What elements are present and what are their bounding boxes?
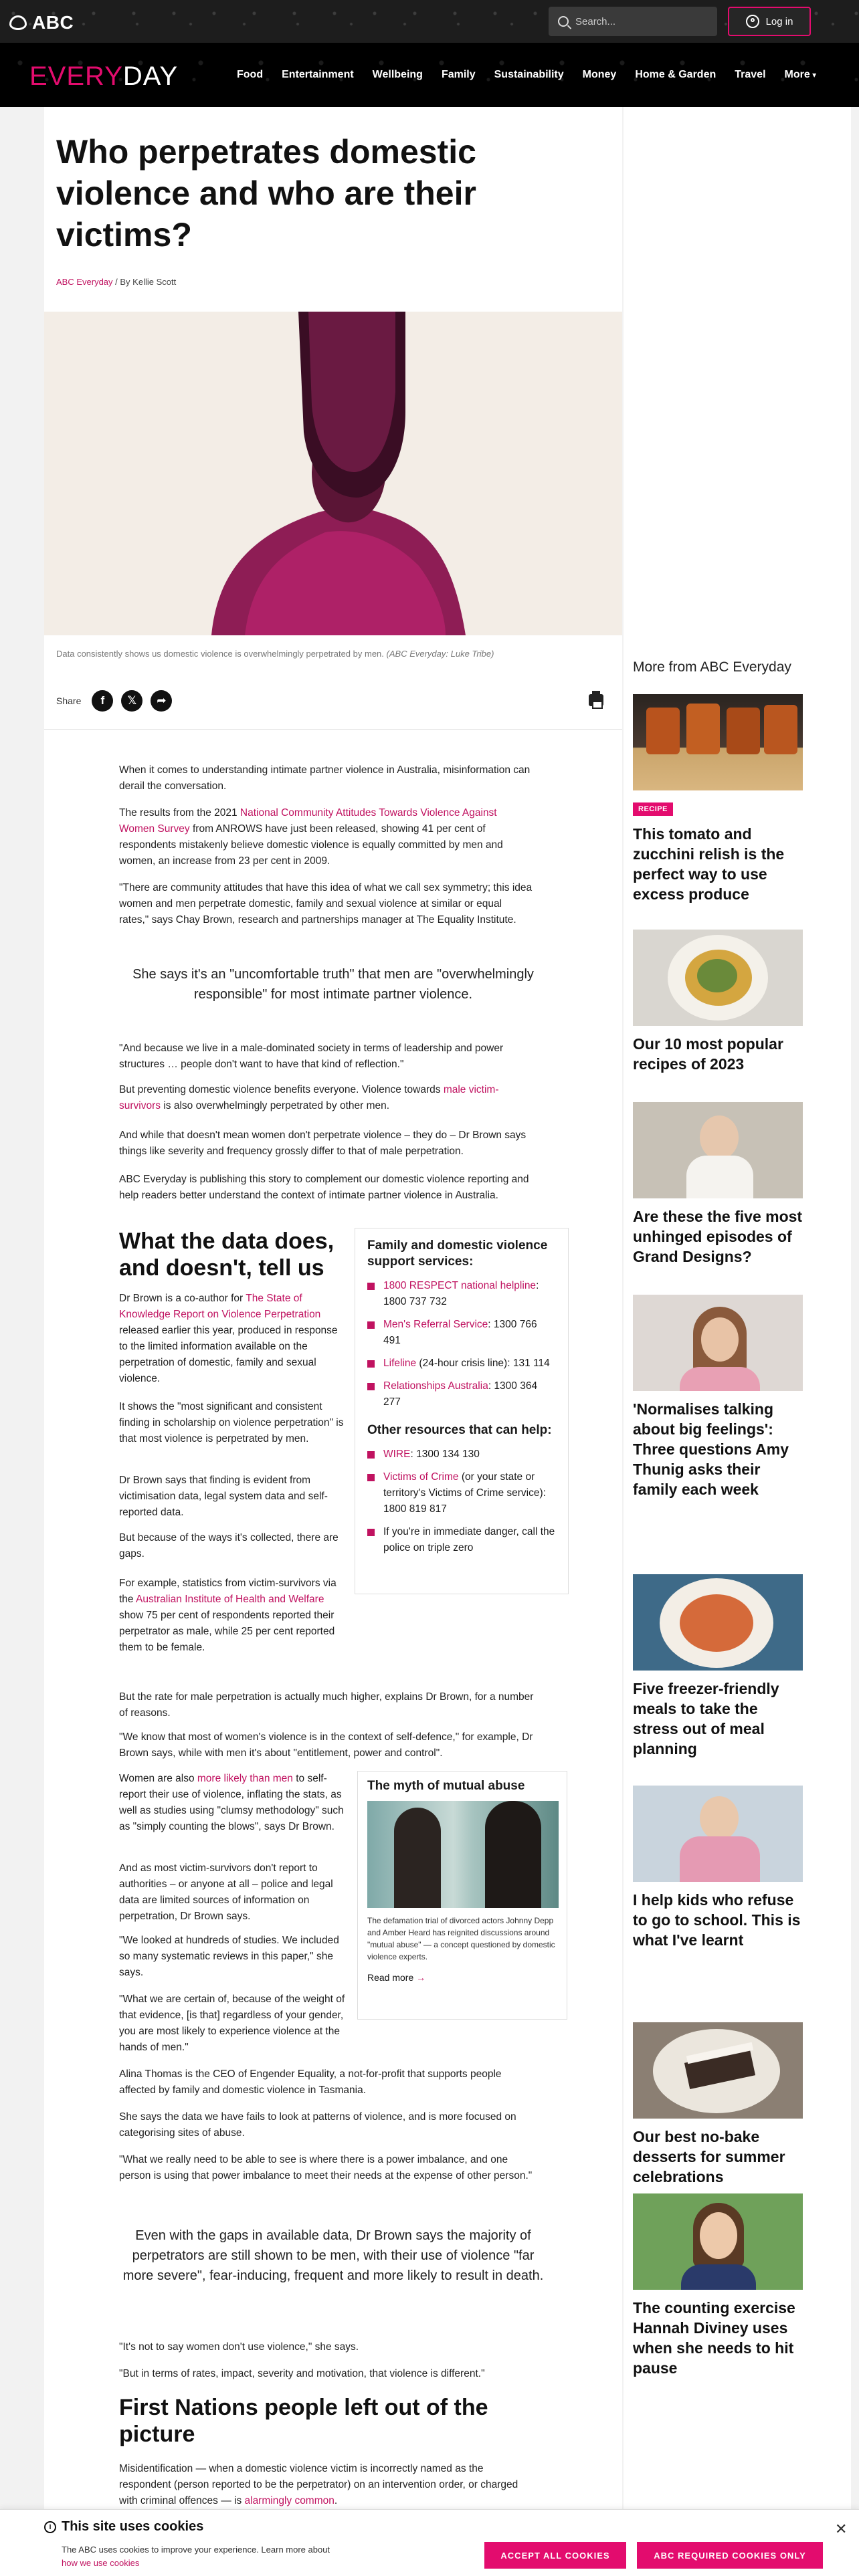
abc-logo-icon <box>9 15 27 30</box>
sidebar-card[interactable] <box>633 694 803 904</box>
card-image <box>633 1786 803 1882</box>
logo-part-day: DAY <box>122 62 179 91</box>
nav-entertainment[interactable]: Entertainment <box>282 69 354 80</box>
male-victim-survivors-link[interactable]: male victim-survivors <box>119 1084 499 1111</box>
related-story-image[interactable] <box>367 1801 559 1908</box>
byline-source-link[interactable]: ABC Everyday <box>56 277 113 287</box>
alarmingly-common-link[interactable]: alarmingly common <box>244 2495 335 2506</box>
support-item: If you're in immediate danger, call the police on triple zero <box>367 1524 556 1556</box>
mens-referral-link[interactable]: Men's Referral Service <box>383 1319 488 1330</box>
sidebar-card[interactable] <box>633 1786 803 1950</box>
hero-caption <box>56 649 591 659</box>
other-resources-title: Other resources that can help: <box>367 1423 552 1437</box>
share-arrow-icon[interactable]: ➦ <box>151 690 172 712</box>
more-likely-than-men-link[interactable]: more likely than men <box>197 1773 293 1784</box>
divider <box>44 729 622 730</box>
hero-illustration <box>44 312 622 635</box>
caption-text: Data consistently shows us domestic violence is overwhelmingly perpetrated by men. <box>56 649 384 659</box>
cookie-policy-link[interactable]: how we use cookies <box>62 2558 140 2568</box>
paragraph: "But in terms of rates, impact, severity and motivation, that violence is different." <box>119 2368 485 2379</box>
user-icon <box>746 15 759 28</box>
paragraph: Alina Thomas is the CEO of Engender Equality, a not-for-profit that supports people affected by family and domestic violence in Tasmania. <box>119 2068 502 2096</box>
card-title: This tomato and zucchini relish is the perfect way to use excess produce <box>633 825 785 903</box>
card-title: The counting exercise Hannah Diviney uses when she needs to hit pause <box>633 2299 795 2377</box>
abc-global-header <box>0 0 859 43</box>
nav-wellbeing[interactable]: Wellbeing <box>372 69 423 80</box>
paragraph: She says the data we have fails to look at patterns of violence, and is more focused on categorising sites of abuse. <box>119 2111 516 2139</box>
card-title: 'Normalises talking about big feelings': Three questions Amy Thunig asks their family each week <box>633 1400 789 1498</box>
paragraph: "And because we live in a male-dominated society in terms of leadership and power structures … people don't want to have that kind of reflection." <box>119 1043 504 1070</box>
paragraph: ABC Everyday is publishing this story to complement our domestic violence reporting and help readers better understand the context of intimate partner violence in Australia. <box>119 1174 529 1201</box>
search-icon <box>558 16 569 27</box>
login-label: Log in <box>765 15 793 27</box>
support-list <box>367 1278 556 1410</box>
lifeline-link[interactable]: Lifeline <box>383 1358 417 1369</box>
support-item: 1800 RESPECT national helpline: 1800 737 732 <box>367 1278 556 1310</box>
nav-food[interactable]: Food <box>237 69 264 80</box>
x-share-icon[interactable]: 𝕏 <box>121 690 142 712</box>
support-item: Men's Referral Service: 1300 766 491 <box>367 1317 556 1349</box>
caption-credit: (ABC Everyday: Luke Tribe) <box>386 649 494 659</box>
paragraph: Dr Brown says that finding is evident from victimisation data, legal system data and self-reported data. <box>119 1475 328 1518</box>
sidebar-card[interactable] <box>633 2022 803 2187</box>
card-image <box>633 930 803 1026</box>
search-input[interactable] <box>549 7 717 36</box>
paragraph: "We know that most of women's violence is in the context of self-defence," for example, Dr Brown says, while with men it's about "entitlement, power and control". <box>119 1731 533 1759</box>
card-image <box>633 1102 803 1198</box>
support-item: Relationships Australia: 1300 364 277 <box>367 1378 556 1410</box>
read-more-link[interactable]: Read more → <box>367 1972 425 1983</box>
paragraph: Misidentification — when a domestic violence victim is incorrectly named as the respondent (person reported to be the perpetrator) on an intervention order, or charged with criminal offences — is alarmingly common. <box>119 2463 518 2506</box>
support-services-box <box>355 1228 569 1594</box>
card-image <box>633 1295 803 1391</box>
everyday-logo[interactable] <box>29 62 178 92</box>
nav-more[interactable]: More ▾ <box>775 69 826 81</box>
state-of-knowledge-link[interactable]: The State of Knowledge Report on Violence Perpetration <box>119 1293 321 1320</box>
paragraph: When it comes to understanding intimate partner violence in Australia, misinformation can derail the conversation. <box>119 764 531 792</box>
abc-logo[interactable] <box>9 12 74 33</box>
sidebar-card[interactable] <box>633 930 803 1074</box>
related-story-title: The myth of mutual abuse <box>367 1779 525 1793</box>
byline-author: / By Kellie Scott <box>112 277 177 287</box>
sidebar-card[interactable] <box>633 1102 803 1267</box>
sidebar-card[interactable] <box>633 1574 803 1759</box>
card-title: Our best no-bake desserts for summer celebrations <box>633 2128 785 2185</box>
paragraph: "We looked at hundreds of studies. We included so many systematic reviews in this paper," she says. <box>119 1935 339 1978</box>
support-item: Lifeline (24-hour crisis line): 131 114 <box>367 1356 556 1372</box>
everyday-nav-bar <box>0 43 859 107</box>
section-heading: What the data does, and doesn't, tell us <box>119 1228 335 1281</box>
paragraph: "There are community attitudes that have this idea of what we call sex symmetry; this idea women and men perpetrate domestic, family and sexual violence at similar or equal rates," says Chay Brown, research and partnerships manager at The Equality Institute. <box>119 882 533 926</box>
share-label: Share <box>56 695 82 706</box>
victims-of-crime-link[interactable]: Victims of Crime <box>383 1471 459 1483</box>
sidebar-card[interactable] <box>633 1295 803 1499</box>
required-cookies-only-button[interactable]: ABC REQUIRED COOKIES ONLY <box>637 2542 823 2569</box>
facebook-share-icon[interactable]: f <box>92 690 113 712</box>
support-box-title: Family and domestic violence support services: <box>367 1239 548 1269</box>
paragraph: Women are also more likely than men to self-report their use of violence, inflating the stats, as well as studies using "clumsy methodology" such as "simply counting the blows", says Dr Brown. <box>119 1773 344 1832</box>
paragraph: But preventing domestic violence benefits everyone. Violence towards male victim-survivors is also overwhelmingly perpetrated by other men. <box>119 1084 499 1111</box>
paragraph: It shows the "most significant and consistent finding in scholarship on violence perpetration" is that most violence is perpetrated by men. <box>119 1401 344 1444</box>
abc-logo-text: ABC <box>32 12 74 33</box>
paragraph: And as most victim-survivors don't report to authorities – or anyone at all – police and legal data are limited sources of information on perpetration, Dr Brown says. <box>119 1862 333 1922</box>
section-heading: First Nations people left out of the picture <box>119 2395 488 2447</box>
paragraph: And while that doesn't mean women don't perpetrate violence – they do – Dr Brown says things like severity and frequency grossly differ to that of male perpetration. <box>119 1130 527 1157</box>
other-resources-list <box>367 1446 556 1556</box>
related-story-caption: The defamation trial of divorced actors Johnny Depp and Amber Heard has reignited discussions around "mutual abuse" — a concept questioned by domestic violence experts. <box>367 1916 555 1961</box>
info-icon: i <box>44 2521 56 2533</box>
cookie-title: This site uses cookies <box>62 2519 204 2534</box>
nav-travel[interactable]: Travel <box>735 69 766 80</box>
nav-sustainability[interactable]: Sustainability <box>494 69 564 80</box>
card-title: Five freezer-friendly meals to take the stress out of meal planning <box>633 1680 779 1757</box>
nav-home-garden[interactable]: Home & Garden <box>635 69 717 80</box>
survey-link[interactable]: National Community Attitudes Towards Violence Against Women Survey <box>119 807 497 835</box>
paragraph: The results from the 2021 National Community Attitudes Towards Violence Against Women Survey from ANROWS have just been released, showing 41 per cent of respondents mistakenly believe domestic violence is equally committed by men and women, an increase from 23 per cent in 2009. <box>119 807 503 867</box>
related-story-box <box>357 1771 567 2020</box>
paragraph: For example, statistics from victim-survivors via the Australian Institute of Health and Welfare show 75 per cent of respondents reported their perpetrator as male, while 25 per cent reported them to be female. <box>119 1578 337 1653</box>
article-title: Who perpetrates domestic violence and who are their victims? <box>56 133 476 253</box>
logo-part-every: EVERY <box>29 62 123 91</box>
sidebar-card[interactable] <box>633 2193 803 2378</box>
paragraph: But because of the ways it's collected, there are gaps. <box>119 1532 339 1560</box>
cookie-text: The ABC uses cookies to improve your experience. Learn more about how we use cookies <box>62 2545 330 2568</box>
login-button[interactable] <box>728 7 811 36</box>
card-image <box>633 1574 803 1671</box>
share-row <box>56 690 172 712</box>
card-title: Our 10 most popular recipes of 2023 <box>633 1035 783 1073</box>
accept-all-cookies-button[interactable]: ACCEPT ALL COOKIES <box>484 2542 626 2569</box>
card-image <box>633 2193 803 2290</box>
print-icon[interactable] <box>589 694 603 706</box>
section-nav <box>227 43 826 107</box>
paragraph: "What we are certain of, because of the weight of that evidence, [is that] regardless of your gender, you are most likely to experience violence at the hands of men." <box>119 1994 345 2053</box>
close-icon[interactable]: ✕ <box>835 2520 848 2537</box>
card-title: I help kids who refuse to go to school. This is what I've learnt <box>633 1891 801 1949</box>
paragraph: "What we really need to be able to see is where there is a power imbalance, and one person is using that power imbalance to meet their needs at the expense of other person." <box>119 2154 533 2181</box>
aihw-link[interactable]: Australian Institute of Health and Welfare <box>136 1594 324 1605</box>
support-item: WIRE: 1300 134 130 <box>367 1446 556 1463</box>
support-item: Victims of Crime (or your state or territory's Victims of Crime service): 1800 819 817 <box>367 1469 556 1517</box>
paragraph: But the rate for male perpetration is actually much higher, explains Dr Brown, for a number of reasons. <box>119 1691 534 1719</box>
cookie-banner <box>0 2509 859 2576</box>
pull-quote: Even with the gaps in available data, Dr Brown says the majority of perpetrators are still shown to be men, with their use of violence "far more severe", fear-inducing, frequent and more likely to result in death. <box>122 2228 544 2283</box>
paragraph: Dr Brown is a co-author for The State of Knowledge Report on Violence Perpetration released earlier this year, produced in response to the limited information available on the perpetration of domestic, family and sexual violence. <box>119 1293 338 1384</box>
nav-family[interactable]: Family <box>441 69 476 80</box>
nav-money[interactable]: Money <box>582 69 617 80</box>
respect-helpline-link[interactable]: 1800 RESPECT national helpline <box>383 1280 537 1291</box>
paragraph: "It's not to say women don't use violence," she says. <box>119 2341 359 2353</box>
sidebar-title: More from ABC Everyday <box>633 659 791 675</box>
wire-link[interactable]: WIRE <box>383 1448 411 1460</box>
card-title: Are these the five most unhinged episodes of Grand Designs? <box>633 1208 803 1265</box>
byline <box>56 277 176 287</box>
card-image <box>633 2022 803 2119</box>
recipe-tag: RECIPE <box>633 802 673 816</box>
pull-quote: She says it's an "uncomfortable truth" that men are "overwhelmingly responsible" for most intimate partner violence. <box>132 967 534 1002</box>
search-placeholder: Search... <box>575 15 616 27</box>
card-image <box>633 694 803 790</box>
hero-image <box>44 312 622 635</box>
relationships-australia-link[interactable]: Relationships Australia <box>383 1380 488 1392</box>
